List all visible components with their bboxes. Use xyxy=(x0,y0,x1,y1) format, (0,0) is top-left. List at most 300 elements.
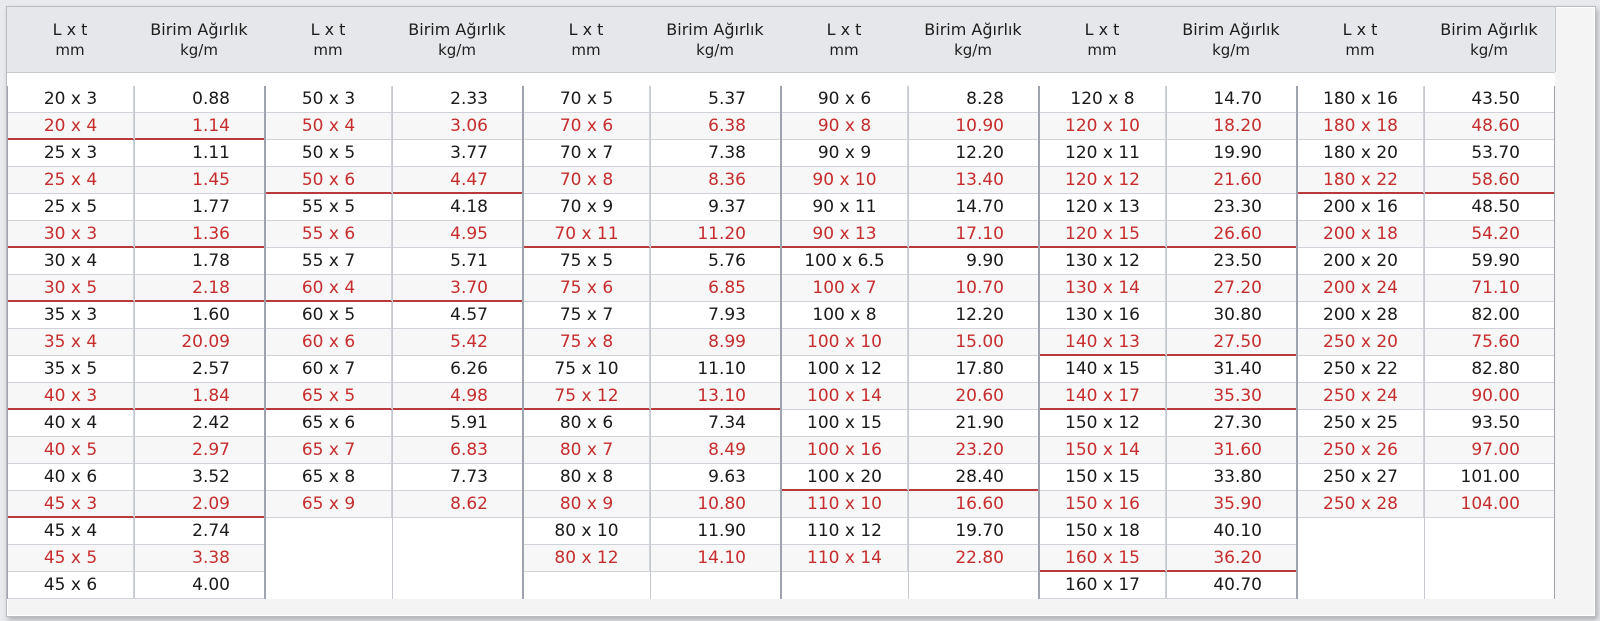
table-row xyxy=(782,194,1038,221)
table-row xyxy=(1298,221,1554,248)
header-weight-unit: kg/m xyxy=(696,40,734,59)
table-row xyxy=(1040,518,1296,545)
size-cell: 200 x 28 xyxy=(1298,302,1424,328)
size-cell: 110 x 10 xyxy=(782,491,908,517)
column-divider xyxy=(134,86,135,599)
weight-cell: 8.28 xyxy=(966,89,1004,109)
weight-cell: 3.38 xyxy=(192,548,230,568)
size-cell: 25 x 4 xyxy=(8,167,134,193)
table-row xyxy=(8,275,264,302)
header-weight-title: Birim Ağırlık xyxy=(408,19,506,39)
table-row xyxy=(524,248,780,275)
weight-cell: 82.80 xyxy=(1471,359,1520,379)
weight-cell: 13.40 xyxy=(955,170,1004,190)
table-row xyxy=(1040,248,1296,275)
table-row xyxy=(782,545,1038,572)
size-cell: 120 x 8 xyxy=(1040,86,1166,112)
weight-cell: 2.18 xyxy=(192,278,230,298)
size-cell: 40 x 4 xyxy=(8,410,134,436)
weight-cell: 54.20 xyxy=(1471,224,1520,244)
size-cell: 45 x 4 xyxy=(8,518,134,544)
table-row xyxy=(524,545,780,572)
weight-cell: 9.63 xyxy=(708,467,746,487)
weight-cell: 8.36 xyxy=(708,170,746,190)
size-cell: 75 x 8 xyxy=(524,329,650,355)
table-row xyxy=(1040,140,1296,167)
size-cell: 70 x 11 xyxy=(524,221,650,247)
weight-cell: 35.30 xyxy=(1213,386,1262,406)
table-row xyxy=(8,248,264,275)
size-cell: 75 x 12 xyxy=(524,383,650,409)
table-row xyxy=(266,302,522,329)
table-row xyxy=(1040,491,1296,518)
weight-cell: 3.77 xyxy=(450,143,488,163)
table-row xyxy=(782,86,1038,113)
weight-cell: 104.00 xyxy=(1460,494,1520,514)
size-cell: 250 x 20 xyxy=(1298,329,1424,355)
size-cell: 55 x 7 xyxy=(266,248,392,274)
header-weight-unit: kg/m xyxy=(438,40,476,59)
table-row xyxy=(524,194,780,221)
size-cell: 250 x 22 xyxy=(1298,356,1424,382)
header-size xyxy=(1039,7,1166,72)
empty-row xyxy=(266,518,522,545)
table-row xyxy=(266,464,522,491)
header-size-title: L x t xyxy=(826,19,862,39)
table-row xyxy=(8,356,264,383)
empty-row xyxy=(524,572,780,599)
weight-cell: 1.11 xyxy=(192,143,230,163)
weight-cell: 22.80 xyxy=(955,548,1004,568)
size-cell: 50 x 3 xyxy=(266,86,392,112)
size-cell: 100 x 10 xyxy=(782,329,908,355)
empty-row xyxy=(1298,572,1554,599)
table-row xyxy=(8,410,264,437)
size-cell: 70 x 7 xyxy=(524,140,650,166)
table-row xyxy=(782,113,1038,140)
column-divider xyxy=(392,86,393,599)
weight-cell: 16.60 xyxy=(955,494,1004,514)
table-row xyxy=(8,221,264,248)
header-size-unit: mm xyxy=(1345,40,1375,59)
weight-cell: 5.71 xyxy=(450,251,488,271)
header-size-title: L x t xyxy=(1342,19,1378,39)
header-size xyxy=(1297,7,1424,72)
empty-row xyxy=(1298,545,1554,572)
weight-cell: 5.76 xyxy=(708,251,746,271)
weight-cell: 9.37 xyxy=(708,197,746,217)
size-cell: 40 x 5 xyxy=(8,437,134,463)
weight-cell: 2.97 xyxy=(192,440,230,460)
column-group-6 xyxy=(1297,7,1555,616)
weight-cell: 71.10 xyxy=(1471,278,1520,298)
weight-cell: 43.50 xyxy=(1471,89,1520,109)
weight-cell: 6.85 xyxy=(708,278,746,298)
weight-cell: 27.20 xyxy=(1213,278,1262,298)
table-row xyxy=(266,221,522,248)
weight-cell: 33.80 xyxy=(1213,467,1262,487)
table-row xyxy=(8,437,264,464)
table-row xyxy=(1040,410,1296,437)
weight-cell: 10.70 xyxy=(955,278,1004,298)
table-row xyxy=(782,221,1038,248)
table-row xyxy=(1040,437,1296,464)
size-cell: 80 x 9 xyxy=(524,491,650,517)
table-row xyxy=(524,491,780,518)
weight-cell: 2.09 xyxy=(192,494,230,514)
header-size-unit: mm xyxy=(1087,40,1117,59)
size-cell: 150 x 12 xyxy=(1040,410,1166,436)
column-group-2 xyxy=(265,7,523,616)
table-row xyxy=(1040,572,1296,599)
weight-cell: 1.60 xyxy=(192,305,230,325)
weight-cell: 5.91 xyxy=(450,413,488,433)
table-row xyxy=(1040,545,1296,572)
header-weight-unit: kg/m xyxy=(180,40,218,59)
size-cell: 45 x 6 xyxy=(8,572,134,598)
header-size-title: L x t xyxy=(310,19,346,39)
table-row xyxy=(1040,113,1296,140)
size-cell: 130 x 16 xyxy=(1040,302,1166,328)
header-size-title: L x t xyxy=(52,19,88,39)
table-row xyxy=(266,329,522,356)
size-cell: 70 x 6 xyxy=(524,113,650,139)
steel-angle-weight-table xyxy=(6,6,1596,617)
column-group-5 xyxy=(1039,7,1297,616)
size-cell: 30 x 4 xyxy=(8,248,134,274)
table-row xyxy=(1040,194,1296,221)
size-cell: 60 x 7 xyxy=(266,356,392,382)
header-weight xyxy=(907,7,1040,72)
table-row xyxy=(266,437,522,464)
size-cell: 110 x 14 xyxy=(782,545,908,571)
table-row xyxy=(782,275,1038,302)
weight-cell: 3.06 xyxy=(450,116,488,136)
weight-cell: 23.30 xyxy=(1213,197,1262,217)
column-divider xyxy=(908,86,909,599)
table-row xyxy=(1298,383,1554,410)
table-row xyxy=(524,410,780,437)
size-cell: 80 x 8 xyxy=(524,464,650,490)
weight-cell: 0.88 xyxy=(192,89,230,109)
size-cell: 250 x 24 xyxy=(1298,383,1424,409)
weight-cell: 11.20 xyxy=(697,224,746,244)
size-cell: 120 x 13 xyxy=(1040,194,1166,220)
size-cell: 65 x 6 xyxy=(266,410,392,436)
size-cell: 250 x 26 xyxy=(1298,437,1424,463)
column-group-1 xyxy=(7,7,265,616)
size-cell: 160 x 17 xyxy=(1040,572,1166,598)
size-cell: 40 x 6 xyxy=(8,464,134,490)
table-row xyxy=(782,518,1038,545)
size-cell: 60 x 6 xyxy=(266,329,392,355)
size-cell: 90 x 6 xyxy=(782,86,908,112)
table-body xyxy=(523,86,781,599)
header-size-title: L x t xyxy=(1084,19,1120,39)
header-gap xyxy=(1297,72,1555,87)
table-row xyxy=(1298,356,1554,383)
table-row xyxy=(524,221,780,248)
size-cell: 160 x 15 xyxy=(1040,545,1166,571)
weight-cell: 7.38 xyxy=(708,143,746,163)
size-cell: 20 x 3 xyxy=(8,86,134,112)
header-gap xyxy=(523,72,781,87)
weight-cell: 58.60 xyxy=(1471,170,1520,190)
weight-cell: 28.40 xyxy=(955,467,1004,487)
weight-cell: 7.93 xyxy=(708,305,746,325)
table-row xyxy=(8,545,264,572)
table-row xyxy=(524,437,780,464)
table-row xyxy=(1040,86,1296,113)
weight-cell: 17.10 xyxy=(955,224,1004,244)
size-cell: 80 x 10 xyxy=(524,518,650,544)
size-cell: 100 x 8 xyxy=(782,302,908,328)
size-cell: 60 x 4 xyxy=(266,275,392,301)
weight-cell: 53.70 xyxy=(1471,143,1520,163)
weight-cell: 1.45 xyxy=(192,170,230,190)
size-cell: 55 x 5 xyxy=(266,194,392,220)
size-cell: 25 x 3 xyxy=(8,140,134,166)
size-cell: 50 x 6 xyxy=(266,167,392,193)
table-row xyxy=(524,518,780,545)
size-cell: 80 x 7 xyxy=(524,437,650,463)
weight-cell: 3.70 xyxy=(450,278,488,298)
size-cell: 75 x 10 xyxy=(524,356,650,382)
weight-cell: 1.84 xyxy=(192,386,230,406)
size-cell: 60 x 5 xyxy=(266,302,392,328)
weight-cell: 36.20 xyxy=(1213,548,1262,568)
weight-cell: 93.50 xyxy=(1471,413,1520,433)
header-weight-title: Birim Ağırlık xyxy=(1182,19,1280,39)
size-cell: 70 x 8 xyxy=(524,167,650,193)
weight-cell: 23.50 xyxy=(1213,251,1262,271)
table-row xyxy=(1040,383,1296,410)
weight-cell: 40.10 xyxy=(1213,521,1262,541)
table-row xyxy=(524,167,780,194)
size-cell: 65 x 8 xyxy=(266,464,392,490)
header-weight-title: Birim Ağırlık xyxy=(150,19,248,39)
table-row xyxy=(1298,167,1554,194)
table-row xyxy=(266,86,522,113)
table-body xyxy=(7,86,265,599)
size-cell: 100 x 20 xyxy=(782,464,908,490)
table-body xyxy=(265,86,523,599)
weight-cell: 6.83 xyxy=(450,440,488,460)
weight-cell: 18.20 xyxy=(1213,116,1262,136)
size-cell: 30 x 3 xyxy=(8,221,134,247)
table-row xyxy=(1298,194,1554,221)
weight-cell: 8.62 xyxy=(450,494,488,514)
size-cell: 200 x 18 xyxy=(1298,221,1424,247)
header-size xyxy=(523,7,650,72)
weight-cell: 11.90 xyxy=(697,521,746,541)
table-body xyxy=(781,86,1039,599)
weight-cell: 14.10 xyxy=(697,548,746,568)
header-gap xyxy=(265,72,523,87)
table-row xyxy=(1298,329,1554,356)
weight-cell: 10.80 xyxy=(697,494,746,514)
table-row xyxy=(524,329,780,356)
table-row xyxy=(8,518,264,545)
size-cell: 20 x 4 xyxy=(8,113,134,139)
table-row xyxy=(782,329,1038,356)
table-row xyxy=(1040,464,1296,491)
weight-cell: 2.74 xyxy=(192,521,230,541)
size-cell: 90 x 8 xyxy=(782,113,908,139)
size-cell: 35 x 5 xyxy=(8,356,134,382)
table-row xyxy=(782,464,1038,491)
weight-cell: 2.42 xyxy=(192,413,230,433)
weight-cell: 1.14 xyxy=(192,116,230,136)
size-cell: 140 x 17 xyxy=(1040,383,1166,409)
column-group-4 xyxy=(781,7,1039,616)
size-cell: 90 x 9 xyxy=(782,140,908,166)
table-row xyxy=(8,383,264,410)
size-cell: 65 x 9 xyxy=(266,491,392,517)
size-cell: 200 x 16 xyxy=(1298,194,1424,220)
table-row xyxy=(1298,410,1554,437)
table-row xyxy=(1040,356,1296,383)
size-cell: 35 x 3 xyxy=(8,302,134,328)
size-cell: 110 x 12 xyxy=(782,518,908,544)
weight-cell: 20.60 xyxy=(955,386,1004,406)
size-cell: 100 x 14 xyxy=(782,383,908,409)
size-cell: 90 x 13 xyxy=(782,221,908,247)
table-row xyxy=(524,356,780,383)
table-row xyxy=(1298,437,1554,464)
table-row xyxy=(782,491,1038,518)
size-cell: 120 x 10 xyxy=(1040,113,1166,139)
weight-cell: 59.90 xyxy=(1471,251,1520,271)
weight-cell: 97.00 xyxy=(1471,440,1520,460)
table-row xyxy=(782,383,1038,410)
weight-cell: 9.90 xyxy=(966,251,1004,271)
table-row xyxy=(266,167,522,194)
size-cell: 150 x 16 xyxy=(1040,491,1166,517)
size-cell: 50 x 5 xyxy=(266,140,392,166)
table-row xyxy=(1298,491,1554,518)
weight-cell: 5.42 xyxy=(450,332,488,352)
weight-cell: 4.57 xyxy=(450,305,488,325)
table-row xyxy=(1040,329,1296,356)
size-cell: 100 x 12 xyxy=(782,356,908,382)
size-cell: 200 x 20 xyxy=(1298,248,1424,274)
table-row xyxy=(524,275,780,302)
size-cell: 150 x 15 xyxy=(1040,464,1166,490)
empty-row xyxy=(266,545,522,572)
size-cell: 65 x 7 xyxy=(266,437,392,463)
weight-cell: 7.34 xyxy=(708,413,746,433)
weight-cell: 1.78 xyxy=(192,251,230,271)
size-cell: 35 x 4 xyxy=(8,329,134,355)
weight-cell: 10.90 xyxy=(955,116,1004,136)
weight-cell: 4.95 xyxy=(450,224,488,244)
table-row xyxy=(1040,167,1296,194)
weight-cell: 21.60 xyxy=(1213,170,1262,190)
column-group-3 xyxy=(523,7,781,616)
size-cell: 65 x 5 xyxy=(266,383,392,409)
weight-cell: 82.00 xyxy=(1471,305,1520,325)
table-row xyxy=(782,167,1038,194)
table-row xyxy=(1298,113,1554,140)
table-row xyxy=(266,113,522,140)
size-cell: 50 x 4 xyxy=(266,113,392,139)
weight-cell: 19.70 xyxy=(955,521,1004,541)
table-row xyxy=(266,410,522,437)
weight-cell: 27.50 xyxy=(1213,332,1262,352)
weight-cell: 90.00 xyxy=(1471,386,1520,406)
empty-row xyxy=(782,572,1038,599)
header-weight-title: Birim Ağırlık xyxy=(924,19,1022,39)
size-cell: 140 x 13 xyxy=(1040,329,1166,355)
weight-cell: 7.73 xyxy=(450,467,488,487)
header-gap xyxy=(1039,72,1297,87)
weight-cell: 26.60 xyxy=(1213,224,1262,244)
weight-cell: 8.99 xyxy=(708,332,746,352)
weight-cell: 1.36 xyxy=(192,224,230,244)
size-cell: 250 x 28 xyxy=(1298,491,1424,517)
header-weight-unit: kg/m xyxy=(954,40,992,59)
size-cell: 250 x 25 xyxy=(1298,410,1424,436)
size-cell: 70 x 5 xyxy=(524,86,650,112)
table-row xyxy=(1040,275,1296,302)
header-size-title: L x t xyxy=(568,19,604,39)
weight-cell: 6.26 xyxy=(450,359,488,379)
size-cell: 75 x 5 xyxy=(524,248,650,274)
empty-row xyxy=(266,572,522,599)
size-cell: 200 x 24 xyxy=(1298,275,1424,301)
column-divider xyxy=(650,86,651,599)
table-row xyxy=(266,491,522,518)
weight-cell: 15.00 xyxy=(955,332,1004,352)
weight-cell: 4.98 xyxy=(450,386,488,406)
weight-cell: 4.18 xyxy=(450,197,488,217)
weight-cell: 40.70 xyxy=(1213,575,1262,595)
header-weight-title: Birim Ağırlık xyxy=(666,19,764,39)
size-cell: 75 x 7 xyxy=(524,302,650,328)
header-gap xyxy=(781,72,1039,87)
table-row xyxy=(524,302,780,329)
column-divider xyxy=(1424,86,1425,599)
weight-cell: 48.60 xyxy=(1471,116,1520,136)
size-cell: 40 x 3 xyxy=(8,383,134,409)
weight-cell: 20.09 xyxy=(181,332,230,352)
header-size-unit: mm xyxy=(313,40,343,59)
size-cell: 250 x 27 xyxy=(1298,464,1424,490)
weight-cell: 4.47 xyxy=(450,170,488,190)
table-row xyxy=(266,194,522,221)
weight-cell: 12.20 xyxy=(955,143,1004,163)
table-row xyxy=(8,329,264,356)
table-body xyxy=(1297,86,1555,599)
weight-cell: 14.70 xyxy=(1213,89,1262,109)
table-row xyxy=(8,167,264,194)
header-weight xyxy=(1165,7,1298,72)
weight-cell: 6.38 xyxy=(708,116,746,136)
table-row xyxy=(266,248,522,275)
table-row xyxy=(782,356,1038,383)
table-row xyxy=(1298,302,1554,329)
table-body xyxy=(1039,86,1297,599)
size-cell: 180 x 16 xyxy=(1298,86,1424,112)
table-row xyxy=(524,140,780,167)
weight-cell: 4.00 xyxy=(192,575,230,595)
weight-cell: 31.60 xyxy=(1213,440,1262,460)
size-cell: 120 x 11 xyxy=(1040,140,1166,166)
weight-cell: 14.70 xyxy=(955,197,1004,217)
table-row xyxy=(524,113,780,140)
header-size-unit: mm xyxy=(829,40,859,59)
